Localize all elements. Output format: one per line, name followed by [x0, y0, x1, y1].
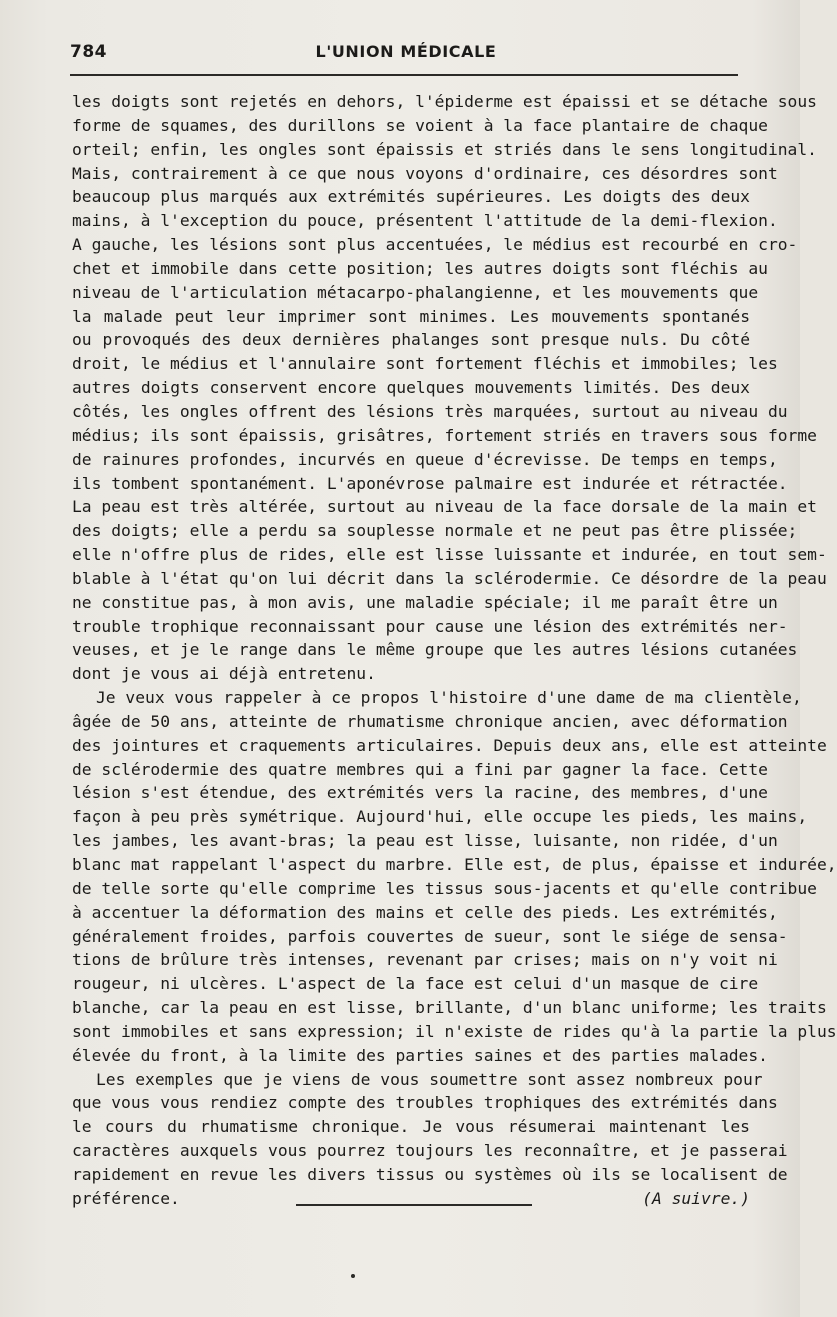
text-line: blanc mat rappelant l'aspect du marbre. Elle est, de plus, épaisse et indurée, [72, 855, 837, 874]
text-line: façon à peu près symétrique. Aujourd'hui, elle occupe les pieds, les mains, [72, 807, 808, 827]
header-rule [70, 74, 738, 76]
text-line: ne constitue pas, à mon avis, une maladie spéciale; il me paraît être un [72, 592, 778, 612]
text-line: le cours du rhumatisme chronique. Je vous résumerai maintenant les [72, 1117, 750, 1137]
text-line: niveau de l'articulation métacarpo-phalangienne, et les mouvements que [72, 282, 759, 302]
text-line: elle n'offre plus de rides, elle est lisse luissante et indurée, en tout sem- [72, 545, 827, 565]
text-line: autres doigts conservent encore quelques mouvements limités. Des deux [72, 378, 750, 398]
text-line: de rainures profondes, incurvés en queue d'écrevisse. De temps en temps, [72, 449, 778, 469]
text-line: veuses, et je le range dans le même groupe que les autres lésions cutanées [72, 640, 798, 660]
paragraph-start-line: Les exemples que je viens de vous soumettre sont assez nombreux pour [96, 1069, 763, 1089]
text-line: la malade peut leur imprimer sont minimes. Les mouvements spontanés [72, 306, 750, 326]
text-line: ils tombent spontanément. L'aponévrose palmaire est indurée et rétractée. [72, 473, 788, 493]
footer-rule [296, 1204, 532, 1206]
text-line: les jambes, les avant-bras; la peau est lisse, luisante, non ridée, d'un [72, 831, 778, 851]
text-line: médius; ils sont épaissis, grisâtres, fortement striés en travers sous forme [72, 425, 817, 445]
text-line: rougeur, ni ulcères. L'aspect de la face est celui d'un masque de cire [72, 974, 759, 994]
text-line: trouble trophique reconnaissant pour cause une lésion des extrémités ner- [72, 616, 788, 636]
text-line: rapidement en revue les divers tissus ou systèmes où ils se localisent de [72, 1164, 788, 1184]
running-title: L'UNION MÉDICALE [315, 42, 497, 61]
text-line: des doigts; elle a perdu sa souplesse normale et ne peut pas être plissée; [72, 521, 798, 541]
text-line: dont je vous ai déjà entretenu. [72, 664, 376, 684]
page-number: 784 [70, 42, 107, 62]
text-line: tions de brûlure très intenses, revenant par crises; mais on n'y voit ni [72, 950, 778, 970]
text-line: chet et immobile dans cette position; les autres doigts sont fléchis au [72, 258, 768, 278]
text-line: de telle sorte qu'elle comprime les tissus sous-jacents et qu'elle contribue [72, 878, 817, 898]
text-line: âgée de 50 ans, atteinte de rhumatisme chronique ancien, avec déformation [72, 711, 788, 731]
final-line [72, 1187, 750, 1211]
to-be-continued-note: (A suivre.) [642, 1188, 750, 1208]
text-line: mains, à l'exception du pouce, présentent l'attitude de la demi-flexion. [72, 211, 778, 231]
text-line: beaucoup plus marqués aux extrémités supérieures. Les doigts des deux [72, 187, 750, 207]
text-line: A gauche, les lésions sont plus accentuées, le médius est recourbé en cro- [72, 235, 798, 255]
text-line: lésion s'est étendue, des extrémités vers la racine, des membres, d'une [72, 783, 768, 803]
final-line-text: préférence. [72, 1188, 180, 1208]
text-line: élevée du front, à la limite des parties saines et des parties malades. [72, 1045, 768, 1065]
text-line: généralement froides, parfois couvertes de sueur, sont le siége de sensa- [72, 926, 788, 946]
text-line: La peau est très altérée, surtout au niveau de la face dorsale de la main et [72, 497, 817, 517]
text-line: forme de squames, des durillons se voient à la face plantaire de chaque [72, 115, 768, 135]
text-line: sont immobiles et sans expression; il n'existe de rides qu'à la partie la plus [72, 1021, 837, 1041]
paragraph-start-line: Je veux vous rappeler à ce propos l'histoire d'une dame de ma clientèle, [96, 688, 802, 708]
text-line: que vous vous rendiez compte des troubles trophiques des extrémités dans [72, 1093, 778, 1113]
text-line: caractères auxquels vous pourrez toujours les reconnaître, et je passerai [72, 1141, 788, 1161]
footer-dot [351, 1274, 355, 1278]
text-line: droit, le médius et l'annulaire sont fortement fléchis et immobiles; les [72, 354, 778, 374]
text-line: blable à l'état qu'on lui décrit dans la sclérodermie. Ce désordre de la peau [72, 568, 827, 588]
text-line: de sclérodermie des quatre membres qui a fini par gagner la face. Cette [72, 759, 768, 779]
text-line: orteil; enfin, les ongles sont épaissis et striés dans le sens longitudinal. [72, 139, 817, 159]
text-line: à accentuer la déformation des mains et celle des pieds. Les extrémités, [72, 902, 778, 922]
text-line: des jointures et craquements articulaires. Depuis deux ans, elle est atteinte [72, 735, 827, 755]
text-line: ou provoqués des deux dernières phalanges sont presque nuls. Du côté [72, 330, 750, 350]
text-line: les doigts sont rejetés en dehors, l'épiderme est épaissi et se détache sous [72, 92, 817, 111]
page-header [70, 42, 742, 72]
text-line: côtés, les ongles offrent des lésions très marquées, surtout au niveau du [72, 401, 788, 421]
body-text [72, 90, 837, 1211]
text-line: blanche, car la peau en est lisse, brillante, d'un blanc uniforme; les traits [72, 998, 827, 1018]
text-line: Mais, contrairement à ce que nous voyons d'ordinaire, ces désordres sont [72, 163, 778, 183]
